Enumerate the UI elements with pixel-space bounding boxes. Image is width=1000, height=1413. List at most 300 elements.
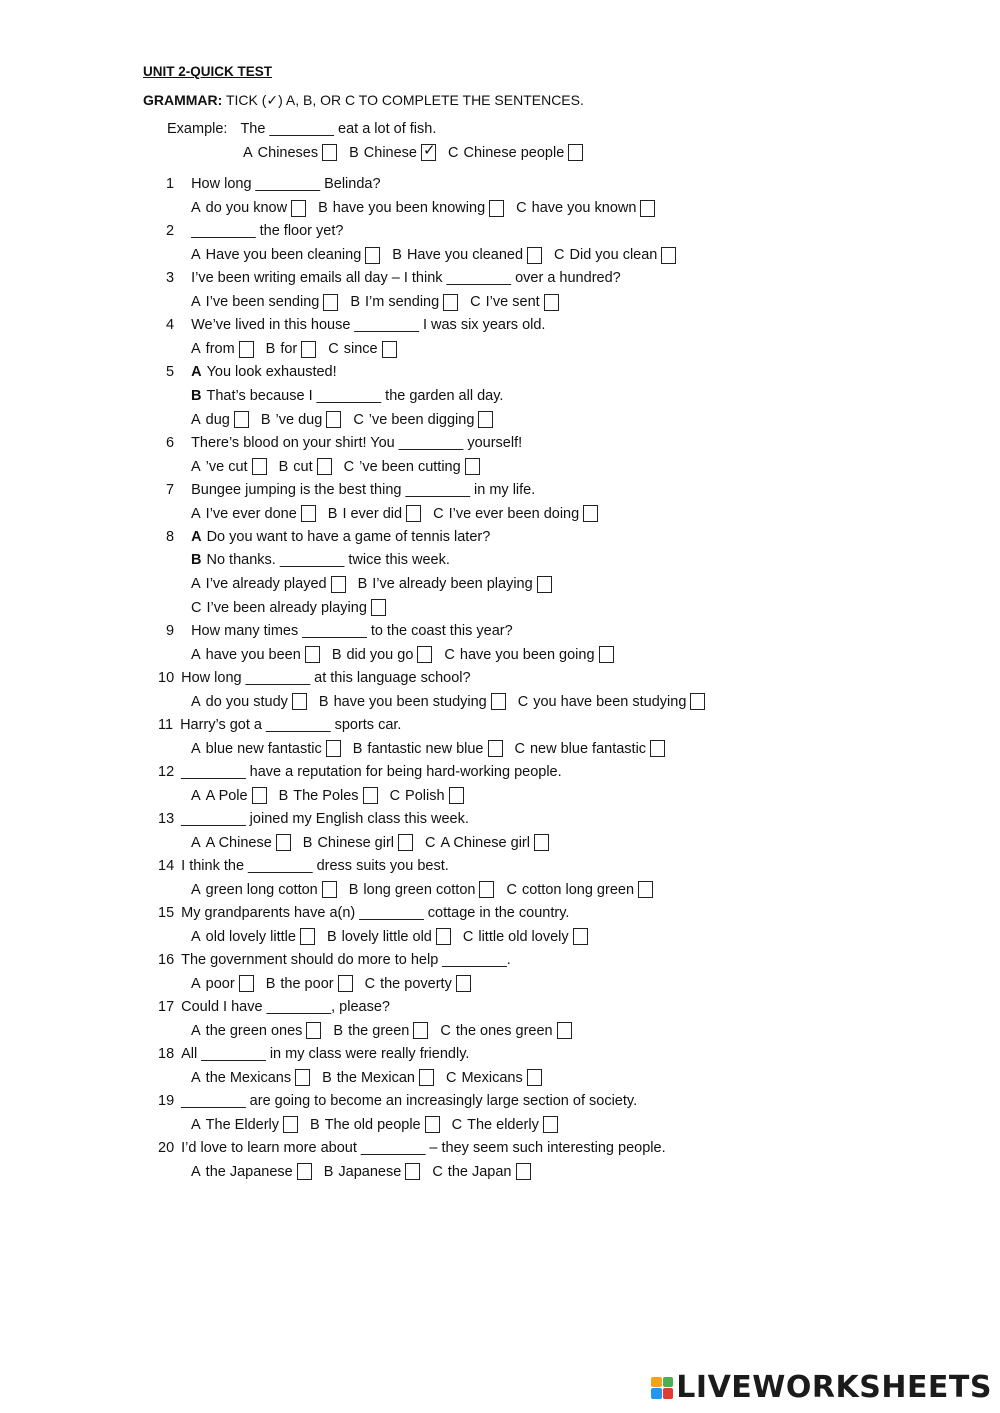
question-line [191, 552, 450, 568]
question-number: 8 [166, 528, 175, 545]
option-text: I’ve already played [205, 576, 327, 592]
option-text: ’ve been cutting [359, 458, 461, 475]
answer-checkbox[interactable] [573, 928, 588, 945]
option-text: do you study [205, 693, 288, 710]
speaker-label: B [191, 387, 202, 404]
answer-option [322, 1069, 446, 1086]
option-text: do you know [205, 200, 288, 216]
option-text: I’ve ever done [205, 505, 297, 522]
answer-checkbox[interactable] [406, 505, 421, 522]
question-text: There’s blood on your shirt! You ________ yourself! [191, 434, 523, 451]
question-line [158, 1140, 666, 1156]
option-text: have you known [531, 200, 637, 216]
options-row [191, 1069, 554, 1086]
logo-tile [651, 1388, 662, 1399]
question-line [166, 482, 535, 498]
answer-checkbox[interactable] [252, 458, 267, 475]
option-letter: A [191, 834, 201, 851]
answer-option [365, 975, 483, 992]
option-text: the Mexican [336, 1069, 415, 1086]
answer-checkbox[interactable] [292, 693, 307, 710]
answer-option [327, 928, 463, 945]
options-row [191, 505, 610, 522]
answer-option [328, 505, 433, 522]
options-row [191, 576, 564, 593]
question-text: I’d love to learn more about ________ – they seem such interesting people. [181, 1139, 666, 1156]
option-text: new blue fantastic [529, 740, 647, 757]
option-letter: A [191, 505, 201, 522]
answer-option [444, 646, 625, 663]
answer-option [266, 975, 365, 992]
question-line [158, 670, 471, 686]
option-letter: B [318, 693, 329, 710]
question-line [166, 223, 343, 239]
answer-option [518, 693, 718, 710]
option-letter: C [554, 247, 565, 263]
option-text: Chinese [363, 144, 417, 161]
options-row [191, 975, 483, 992]
answer-checkbox[interactable] [252, 787, 267, 804]
option-text: did you go [346, 646, 414, 663]
options-row [191, 834, 561, 851]
question-line [166, 317, 545, 333]
question-line [158, 858, 449, 874]
option-letter: B [350, 294, 361, 310]
option-letter: A [243, 144, 253, 161]
answer-checkbox[interactable] [338, 975, 353, 992]
option-text: Have you been cleaning [205, 247, 362, 263]
option-text: ’ve cut [205, 458, 248, 475]
question-text: We’ve lived in this house ________ I was six years old. [191, 317, 546, 333]
page-title: UNIT 2-QUICK TEST [143, 64, 273, 79]
option-letter: A [191, 1163, 201, 1180]
question-text: I’ve been writing emails all day – I think ________ over a hundred? [191, 270, 621, 286]
instruction-text: TICK (✓) A, B, OR C TO COMPLETE THE SENTENCES. [222, 92, 584, 108]
answer-checkbox[interactable] [295, 1069, 310, 1086]
answer-option [425, 834, 561, 851]
options-row [191, 458, 492, 475]
option-text: green long cotton [205, 881, 318, 898]
question-text: ________ are going to become an increasingly large section of society. [181, 1092, 638, 1109]
answer-option [332, 646, 445, 663]
answer-checkbox[interactable] [306, 1022, 321, 1039]
answer-checkbox[interactable] [421, 144, 436, 161]
logo-tile [663, 1388, 674, 1399]
question-number: 11 [158, 716, 174, 733]
option-text: The elderly [467, 1116, 539, 1133]
answer-option [506, 881, 665, 898]
speaker-label: A [191, 528, 202, 545]
option-text: the ones green [455, 1022, 553, 1039]
answer-option [333, 1022, 440, 1039]
option-letter: B [352, 740, 363, 757]
question-line [158, 717, 401, 733]
question-text: Could I have ________, please? [181, 998, 390, 1015]
option-letter: A [191, 341, 201, 357]
question-line [166, 623, 513, 639]
example-label: Example: [167, 121, 228, 137]
option-letter: B [333, 1022, 344, 1039]
option-text: have you been knowing [332, 200, 486, 216]
answer-checkbox[interactable] [301, 505, 316, 522]
option-text: I ever did [342, 505, 403, 522]
options-row [191, 247, 688, 264]
question-number: 17 [158, 998, 175, 1015]
option-text: the poor [280, 975, 334, 992]
answer-checkbox[interactable] [317, 458, 332, 475]
answer-option [191, 787, 279, 804]
option-text: Japanese [338, 1163, 402, 1180]
option-letter: C [514, 740, 525, 757]
answer-checkbox[interactable] [516, 1163, 531, 1180]
question-line [191, 388, 503, 404]
option-letter: B [302, 834, 313, 851]
options-row [191, 294, 571, 311]
answer-checkbox[interactable] [365, 247, 380, 264]
option-letter: C [448, 144, 459, 161]
answer-option [191, 341, 266, 358]
question-line [158, 999, 390, 1015]
question-number: 12 [158, 763, 175, 780]
option-letter: B [278, 787, 289, 804]
option-letter: A [191, 881, 201, 898]
option-letter: A [191, 1069, 201, 1086]
options-row [191, 928, 600, 945]
option-letter: A [191, 975, 201, 992]
question-number: 9 [166, 622, 175, 639]
option-letter: B [357, 576, 368, 592]
answer-checkbox[interactable] [527, 247, 542, 264]
answer-checkbox[interactable] [326, 411, 341, 428]
option-text: lovely little old [341, 928, 432, 945]
answer-checkbox[interactable] [323, 294, 338, 311]
question-line [166, 529, 490, 545]
option-letter: A [191, 576, 201, 592]
question-text: Harry’s got a ________ sports car. [180, 716, 402, 733]
answer-option [191, 505, 328, 522]
answer-checkbox[interactable] [640, 200, 655, 217]
answer-checkbox[interactable] [465, 458, 480, 475]
option-text: I’ve already been playing [372, 576, 533, 592]
option-letter: A [191, 200, 201, 216]
question-number: 14 [158, 857, 175, 874]
option-letter: C [433, 505, 444, 522]
answer-option [324, 1163, 433, 1180]
speaker-label: B [191, 552, 202, 568]
answer-option [448, 144, 595, 161]
option-text: ’ve been digging [368, 411, 475, 428]
options-row [191, 1022, 584, 1039]
answer-option [353, 411, 505, 428]
answer-checkbox[interactable] [456, 975, 471, 992]
option-text: ’ve dug [275, 411, 323, 428]
answer-checkbox[interactable] [419, 1069, 434, 1086]
question-text: You look exhausted! [206, 364, 337, 380]
option-text: cotton long green [521, 881, 635, 898]
speaker-label: A [191, 364, 202, 380]
option-letter: B [323, 1163, 334, 1180]
question-text: How long ________ at this language school? [181, 669, 471, 686]
answer-checkbox[interactable] [443, 294, 458, 311]
option-letter: A [191, 787, 201, 804]
option-letter: B [326, 928, 337, 945]
answer-checkbox[interactable] [599, 646, 614, 663]
answer-checkbox[interactable] [489, 200, 504, 217]
option-text: fantastic new blue [367, 740, 484, 757]
answer-checkbox[interactable] [276, 834, 291, 851]
answer-option [432, 1163, 542, 1180]
answer-option [310, 1116, 452, 1133]
brand-name: LIVEWORKSHEETS [676, 1370, 992, 1405]
instruction-label: GRAMMAR: [143, 92, 223, 108]
option-letter: B [349, 144, 359, 161]
question-number: 15 [158, 904, 175, 921]
option-letter: C [389, 787, 401, 804]
option-letter: A [191, 294, 201, 310]
option-letter: A [191, 411, 201, 428]
answer-checkbox[interactable] [543, 1116, 558, 1133]
example-text: The ________ eat a lot of fish. [240, 121, 437, 137]
option-text: I’ve ever been doing [448, 505, 580, 522]
answer-checkbox[interactable] [239, 341, 254, 358]
option-text: A Pole [205, 787, 248, 804]
option-letter: B [331, 646, 342, 663]
options-row [191, 740, 677, 757]
question-number: 1 [166, 176, 175, 192]
option-text: Did you clean [569, 247, 658, 263]
answer-option [191, 294, 350, 311]
option-text: have you been going [459, 646, 595, 663]
answer-option [554, 247, 688, 264]
answer-option [452, 1116, 570, 1133]
option-text: have you been [205, 646, 301, 663]
answer-option [463, 928, 600, 945]
answer-option [515, 740, 678, 757]
question-line [166, 176, 381, 192]
answer-checkbox[interactable] [305, 646, 320, 663]
answer-checkbox[interactable] [234, 411, 249, 428]
answer-checkbox[interactable] [583, 505, 598, 522]
options-row [191, 787, 476, 804]
options-row [191, 341, 409, 358]
example-options [243, 144, 595, 161]
option-text: Mexicans [461, 1069, 523, 1086]
option-text: Chineses [257, 144, 319, 161]
question-text: I think the ________ dress suits you best. [181, 857, 449, 874]
option-letter: B [348, 881, 359, 898]
question-text: No thanks. ________ twice this week. [206, 552, 450, 568]
question-number: 6 [166, 434, 175, 451]
answer-checkbox[interactable] [239, 975, 254, 992]
options-row [191, 646, 626, 663]
option-text: poor [205, 975, 235, 992]
option-letter: A [191, 928, 201, 945]
option-text: Polish [405, 787, 445, 804]
question-number: 3 [166, 270, 175, 286]
option-letter: C [343, 458, 355, 475]
question-text: Bungee jumping is the best thing ________ in my life. [191, 481, 536, 498]
answer-checkbox[interactable] [527, 1069, 542, 1086]
question-text: That’s because I ________ the garden all day. [206, 387, 504, 404]
answer-checkbox[interactable] [638, 881, 653, 898]
answer-checkbox[interactable] [398, 834, 413, 851]
option-letter: A [191, 1116, 201, 1133]
answer-option [303, 834, 425, 851]
answer-checkbox[interactable] [537, 576, 552, 593]
answer-option [191, 576, 358, 593]
brand-logo [651, 1370, 992, 1405]
answer-checkbox[interactable] [301, 341, 316, 358]
answer-checkbox[interactable] [300, 928, 315, 945]
option-text: The Elderly [205, 1116, 280, 1133]
answer-option [191, 834, 303, 851]
answer-option [191, 1116, 310, 1133]
answer-option [358, 576, 564, 593]
answer-option [350, 294, 470, 311]
answer-checkbox[interactable] [291, 200, 306, 217]
option-letter: B [260, 411, 271, 428]
option-text: Chinese people [463, 144, 565, 161]
answer-checkbox[interactable] [478, 411, 493, 428]
question-text: ________ joined my English class this week. [181, 810, 469, 827]
answer-option [433, 505, 610, 522]
answer-option [191, 1022, 333, 1039]
answer-checkbox[interactable] [650, 740, 665, 757]
question-number: 18 [158, 1045, 175, 1062]
question-number: 13 [158, 810, 175, 827]
answer-checkbox[interactable] [283, 1116, 298, 1133]
answer-checkbox[interactable] [534, 834, 549, 851]
question-number: 4 [166, 317, 175, 333]
question-text: How many times ________ to the coast this year? [191, 622, 513, 639]
question-text: ________ have a reputation for being hard-working people. [181, 763, 562, 780]
answer-option [353, 740, 515, 757]
option-letter: C [445, 1069, 457, 1086]
option-letter: A [191, 458, 201, 475]
answer-option [191, 693, 319, 710]
answer-option [470, 294, 570, 311]
option-letter: C [462, 928, 474, 945]
question-number: 5 [166, 364, 175, 380]
answer-checkbox[interactable] [425, 1116, 440, 1133]
answer-checkbox[interactable] [544, 294, 559, 311]
option-letter: A [191, 693, 201, 710]
answer-checkbox[interactable] [413, 1022, 428, 1039]
question-number: 16 [158, 951, 175, 968]
question-line [158, 1046, 469, 1062]
question-number: 7 [166, 481, 175, 498]
question-line [166, 435, 522, 451]
option-letter: C [353, 411, 364, 428]
answer-checkbox[interactable] [661, 247, 676, 264]
answer-option [191, 458, 279, 475]
answer-option [191, 1069, 322, 1086]
options-row [191, 200, 667, 217]
question-line [158, 1093, 637, 1109]
option-letter: C [440, 1022, 451, 1039]
answer-option [191, 599, 398, 616]
answer-checkbox[interactable] [326, 740, 341, 757]
option-text: A Chinese [205, 834, 272, 851]
options-row [191, 411, 505, 428]
options-row [191, 1163, 543, 1180]
option-text: have you been studying [333, 693, 487, 710]
answer-checkbox[interactable] [322, 144, 337, 161]
answer-checkbox[interactable] [690, 693, 705, 710]
question-line [158, 811, 469, 827]
answer-checkbox[interactable] [331, 576, 346, 593]
option-letter: A [191, 1022, 201, 1039]
answer-checkbox[interactable] [557, 1022, 572, 1039]
option-letter: C [432, 1163, 443, 1180]
answer-checkbox[interactable] [436, 928, 451, 945]
option-text: Chinese girl [317, 834, 395, 851]
question-text: The government should do more to help ________. [181, 951, 511, 968]
option-letter: A [191, 646, 201, 663]
answer-checkbox[interactable] [371, 599, 386, 616]
answer-option [191, 411, 261, 428]
option-text: Have you cleaned [406, 247, 524, 263]
options-row [191, 693, 717, 710]
answer-option [191, 881, 349, 898]
answer-option [349, 144, 448, 161]
answer-checkbox[interactable] [568, 144, 583, 161]
example-sentence [167, 121, 436, 137]
answer-checkbox[interactable] [488, 740, 503, 757]
option-letter: C [516, 200, 527, 216]
option-letter: B [322, 1069, 332, 1086]
answer-option [516, 200, 667, 217]
answer-option [191, 1163, 324, 1180]
answer-option [191, 740, 353, 757]
option-letter: C [470, 294, 481, 310]
answer-checkbox[interactable] [405, 1163, 420, 1180]
question-number: 19 [158, 1092, 175, 1109]
answer-checkbox[interactable] [417, 646, 432, 663]
answer-checkbox[interactable] [449, 787, 464, 804]
answer-option [392, 247, 554, 264]
option-letter: C [506, 881, 517, 898]
answer-option [319, 693, 518, 710]
option-text: I’ve been already playing [206, 599, 367, 616]
answer-checkbox[interactable] [322, 881, 337, 898]
option-text: cut [293, 458, 313, 475]
option-text: dug [205, 411, 230, 428]
answer-option [318, 200, 516, 217]
option-letter: C [191, 599, 202, 616]
answer-checkbox[interactable] [491, 693, 506, 710]
answer-option [191, 975, 266, 992]
option-letter: C [517, 693, 529, 710]
question-line [158, 952, 511, 968]
option-text: since [343, 341, 378, 357]
options-row [191, 1116, 570, 1133]
answer-checkbox[interactable] [297, 1163, 312, 1180]
answer-checkbox[interactable] [363, 787, 378, 804]
option-letter: B [265, 341, 276, 357]
answer-option [243, 144, 349, 161]
answer-option [446, 1069, 554, 1086]
question-number: 2 [166, 223, 175, 239]
answer-option [390, 787, 476, 804]
answer-checkbox[interactable] [382, 341, 397, 358]
option-letter: C [364, 975, 376, 992]
answer-checkbox[interactable] [479, 881, 494, 898]
question-text: ________ the floor yet? [191, 223, 344, 239]
option-letter: B [265, 975, 276, 992]
option-text: The old people [324, 1116, 421, 1133]
option-letter: A [191, 247, 201, 263]
